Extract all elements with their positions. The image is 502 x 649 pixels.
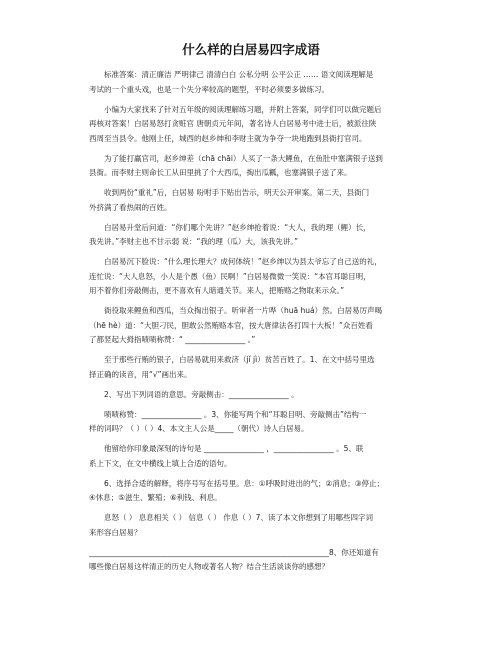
text-line: 衙役取来鲤鱼和西瓜，当众掏出银子。听审者一片哗（huā huá）然。白居易厉声喝 bbox=[89, 306, 383, 315]
text-line: 系上下文，在文中横线上填上合适的语句。 bbox=[89, 458, 232, 468]
text-line: 他留给你印象最深刻的诗句是 ________________ ，________________ 。5、联 bbox=[89, 444, 364, 453]
paragraph bbox=[89, 442, 423, 471]
text-line: 外挤满了看热闹的百姓。 bbox=[89, 202, 172, 212]
text-line: ④休息；⑤滋生、繁殖；⑥利钱、利息。 bbox=[89, 493, 222, 502]
text-line: 择正确的读音，用“√”画出来。 bbox=[89, 369, 192, 379]
text-line: 连忙说：“大人息怒，小人是个愚（鱼）民啊！”白居易微微一笑说：“本官耳聪目明， bbox=[89, 271, 371, 281]
paragraph bbox=[89, 255, 423, 299]
text-line: 再核对答案！白居易怒打贪赃官 唐朝贞元年间，著名诗人白居易考中进士后，被派往陕 bbox=[89, 119, 377, 128]
text-line: 息怒（ ） 息息相关（ ） 信息（ ） 作息（ ）7、读了本文你想到了用哪些四字词 bbox=[89, 513, 373, 522]
paragraph bbox=[89, 221, 423, 250]
paragraph bbox=[89, 68, 423, 97]
text-line: 白居易沉下脸说：“什么理长理大？成何体统！”赵乡绅以为县太爷忘了自己送的礼， bbox=[89, 257, 382, 266]
paragraph bbox=[89, 304, 423, 348]
text-line: 样的词吗？（ ）（ ）4、本文主人公是_____（朝代）诗人白居易。 bbox=[89, 424, 309, 433]
text-line: 至于那些行贿的银子，白居易就用来救济（jǐ jì）贫苦百姓了。1、在文中括号里选 bbox=[89, 355, 375, 364]
paragraph bbox=[89, 186, 423, 215]
paragraph bbox=[89, 408, 423, 437]
paragraph bbox=[89, 353, 423, 382]
text-line: 了都竖起大拇指啧啧称赞：“ ________________ 。” bbox=[89, 335, 256, 344]
text-line: 我先讲。”李财主也不甘示弱 说：“我的理（瓜）大，该我先讲。” bbox=[89, 237, 299, 246]
text-line: 白居易升堂后问道：“你们哪个先讲？”赵乡绅抢着说：“大人，我的理（鲤）长， bbox=[89, 222, 371, 232]
text-line: 西周至当县令。他刚上任，城西的赵乡绅和李财主就为争夺一块地跑到县衙打官司。 bbox=[89, 133, 367, 143]
text-line: 来形容白居易？ bbox=[89, 527, 142, 537]
paragraph bbox=[89, 477, 423, 506]
text-line: 6、选择合适的解释，将序号写在括号里。息：①呼吸时进出的气；②消息；③停止； bbox=[89, 478, 384, 488]
text-line: ________________________________________________________________8、你还知道有 bbox=[89, 547, 379, 557]
document-body bbox=[89, 68, 423, 580]
text-line: 为了能打赢官司，赵乡绅差（chā chāi）人买了一条大鲤鱼，在鱼肚中塞满银子送到 bbox=[89, 153, 383, 163]
text-line: 用不着你们旁敲侧击，更不喜欢有人暗通关节。来人，把贿赂之物取来示众。” bbox=[89, 286, 345, 295]
paragraph bbox=[89, 511, 423, 540]
paragraph bbox=[89, 103, 423, 147]
paragraph bbox=[89, 388, 423, 403]
document-title: 什么样的白居易四字成语 bbox=[182, 42, 320, 57]
text-line: 标准答案：清正廉洁 严明律己 清清白白 公私分明 公平公正 …… 语文阅读理解是 bbox=[89, 70, 374, 79]
paragraph bbox=[89, 546, 423, 575]
paragraph bbox=[89, 152, 423, 181]
text-line: 哪些像白居易这样清正的历史人物或著名人物？结合生活谈谈你的感想？ bbox=[89, 562, 329, 571]
text-line: 县衙。而李财主则命长工从田里挑了个大西瓜，掏出瓜瓤，也塞满银子送了来。 bbox=[89, 168, 352, 177]
text-line: 啧啧称赞：________________ 。3、你能写两个和“耳聪目明、旁敲侧击”结构一 bbox=[89, 409, 367, 419]
text-line: 考试的一个重头戏，也是一个失分率较高的题型，平时必须要多做练习。 bbox=[89, 84, 329, 94]
text-line: 收到两份“重礼”后，白居易 吩咐手下贴出告示，明天公开审案。第二天，县衙门 bbox=[89, 188, 370, 197]
text-line: 小编为大家找来了针对五年级的阅读理解练习题，并附上答案，同学们可以做完题后 bbox=[89, 104, 382, 114]
text-line: 2、写出下列词语的意思。旁敲侧击：________________ 。 bbox=[89, 389, 299, 399]
text-line: （hē hè）道：“大胆刁民，胆敢公然贿赂本官，按大唐律法各打四十大板！”众百姓看 bbox=[89, 320, 373, 330]
